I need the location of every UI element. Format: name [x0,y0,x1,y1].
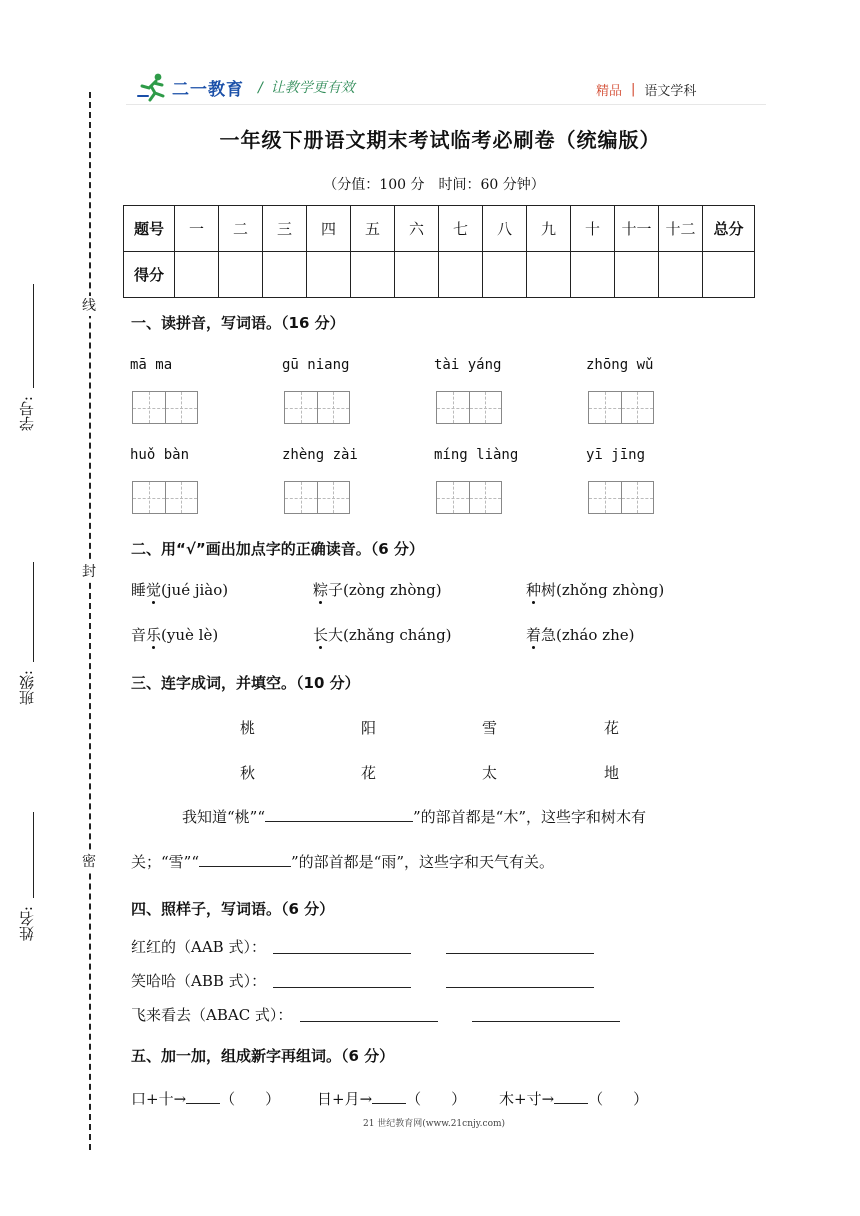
answer-line[interactable] [273,987,411,988]
student-id-line[interactable] [33,284,34,388]
connect-char[interactable]: 花 [604,719,620,737]
score-cell[interactable] [527,252,571,298]
header-tags [596,80,696,99]
dotted-char: 着 [526,626,542,644]
pinyin-item: zhōng wǔ [586,357,654,373]
pattern-prompt: 笑哈哈（ABB 式）： [131,972,267,990]
brand-logo [136,72,355,102]
connect-char[interactable]: 桃 [240,719,256,737]
score-cell[interactable] [219,252,263,298]
score-cell[interactable] [351,252,395,298]
score-cell[interactable] [263,252,307,298]
score-table [123,205,755,298]
score-cell[interactable] [571,252,615,298]
column-header: 十 [571,206,615,252]
pinyin-item: huǒ bàn [130,447,190,463]
section-2-heading: 二、用“√”画出加点字的正确读音。（6 分） [131,540,424,558]
pinyin-item: yī jīng [586,447,646,463]
page-subtitle: （分值：100 分 时间：60 分钟） [323,177,545,193]
class-label: 班级: [18,670,36,706]
tag-subject: 语文学科 [644,84,697,99]
student-id-label: 学号: [18,396,36,432]
dotted-char: 觉 [146,581,162,599]
column-header: 四 [307,206,351,252]
name-label: 姓名: [18,906,36,942]
table-row [124,206,755,252]
name-line[interactable] [33,812,34,898]
question-number-label: 题号 [124,206,175,252]
binding-char-feng: 封 [75,562,103,582]
combine-item: 日+月→ （ ） [317,1090,467,1108]
reading-item[interactable]: 长大(zhǎng cháng) [313,626,452,644]
combine-item: 木+寸→ （ ） [499,1090,649,1108]
reading-item[interactable]: 睡觉(jué jiào) [131,581,229,599]
connect-char[interactable]: 花 [361,764,377,782]
tag-separator: | [631,82,636,97]
score-cell[interactable] [439,252,483,298]
pinyin-item: míng liàng [434,447,519,463]
pinyin-item: mā ma [130,357,173,373]
reading-item[interactable]: 种树(zhǒng zhòng) [526,581,665,599]
connect-char[interactable]: 太 [482,764,498,782]
header-rule [126,104,766,105]
pinyin-item: tài yáng [434,357,502,373]
section-1-heading: 一、读拼音，写词语。（16 分） [131,314,345,332]
fill-sentence-2: 关；“雪”“ ”的部首都是“雨”，这些字和天气有关。 [131,853,555,871]
connect-char[interactable]: 阳 [361,719,377,737]
total-score-cell[interactable] [703,252,755,298]
binding-char-xian: 线 [75,296,103,316]
dotted-char: 粽 [313,581,329,599]
column-header: 十一 [615,206,659,252]
reading-item[interactable]: 着急(zháo zhe) [526,626,635,644]
tag-premium: 精品 [596,84,623,99]
column-header: 八 [483,206,527,252]
brand-slogan: / 让教学更有效 [258,80,355,96]
pinyin-item: zhèng zài [282,447,358,463]
answer-line[interactable] [446,987,594,988]
reading-item[interactable]: 粽子(zòng zhòng) [313,581,442,599]
score-cell[interactable] [175,252,219,298]
pattern-prompt: 红红的（AAB 式）： [131,938,266,956]
column-header: 七 [439,206,483,252]
fill-blank[interactable] [372,1088,406,1104]
score-cell[interactable] [483,252,527,298]
writing-grid[interactable] [588,391,654,424]
fill-blank[interactable] [554,1088,588,1104]
section-4-heading: 四、照样子，写词语。（6 分） [131,900,335,918]
answer-line[interactable] [446,953,594,954]
column-header: 一 [175,206,219,252]
column-header: 三 [263,206,307,252]
page-title: 一年级下册语文期末考试临考必刷卷（统编版） [219,128,661,152]
writing-grid[interactable] [132,481,198,514]
pinyin-item: gū niang [282,357,350,373]
connect-char[interactable]: 秋 [240,764,256,782]
column-header: 六 [395,206,439,252]
connect-char[interactable]: 雪 [482,719,498,737]
runner-icon [136,72,170,102]
score-cell[interactable] [615,252,659,298]
class-line[interactable] [33,562,34,662]
score-cell[interactable] [395,252,439,298]
page-footer: 21 世纪教育网(www.21cnjy.com) [362,1119,506,1129]
score-cell[interactable] [307,252,351,298]
score-label: 得分 [124,252,175,298]
connect-char[interactable]: 地 [604,764,620,782]
score-cell[interactable] [659,252,703,298]
combine-item: 口+十→ （ ） [131,1090,281,1108]
dotted-char: 乐 [146,626,162,644]
fill-sentence-1: 我知道“桃”“ ”的部首都是“木”，这些字和树木有 [182,808,647,826]
fill-blank[interactable] [186,1088,220,1104]
writing-grid[interactable] [284,481,350,514]
dotted-char: 种 [526,581,542,599]
fill-blank[interactable] [265,806,413,822]
reading-item[interactable]: 音乐(yuè lè) [131,626,219,644]
fill-blank[interactable] [199,851,291,867]
answer-line[interactable] [273,953,411,954]
dotted-char: 长 [313,626,329,644]
answer-line[interactable] [300,1021,438,1022]
column-header: 二 [219,206,263,252]
column-header: 五 [351,206,395,252]
writing-grid[interactable] [132,391,198,424]
brand-name: 二一教育 [172,79,244,100]
pattern-prompt: 飞来看去（ABAC 式）： [131,1006,293,1024]
writing-grid[interactable] [588,481,654,514]
writing-grid[interactable] [284,391,350,424]
column-header: 九 [527,206,571,252]
binding-dashed-line [89,92,91,1150]
answer-line[interactable] [472,1021,620,1022]
section-5-heading: 五、加一加，组成新字再组词。（6 分） [131,1047,395,1065]
table-row [124,252,755,298]
writing-grid[interactable] [436,481,502,514]
writing-grid[interactable] [436,391,502,424]
binding-char-mi: 密 [75,852,103,872]
section-3-heading: 三、连字成词，并填空。（10 分） [131,674,360,692]
column-header: 十二 [659,206,703,252]
total-header: 总分 [703,206,755,252]
